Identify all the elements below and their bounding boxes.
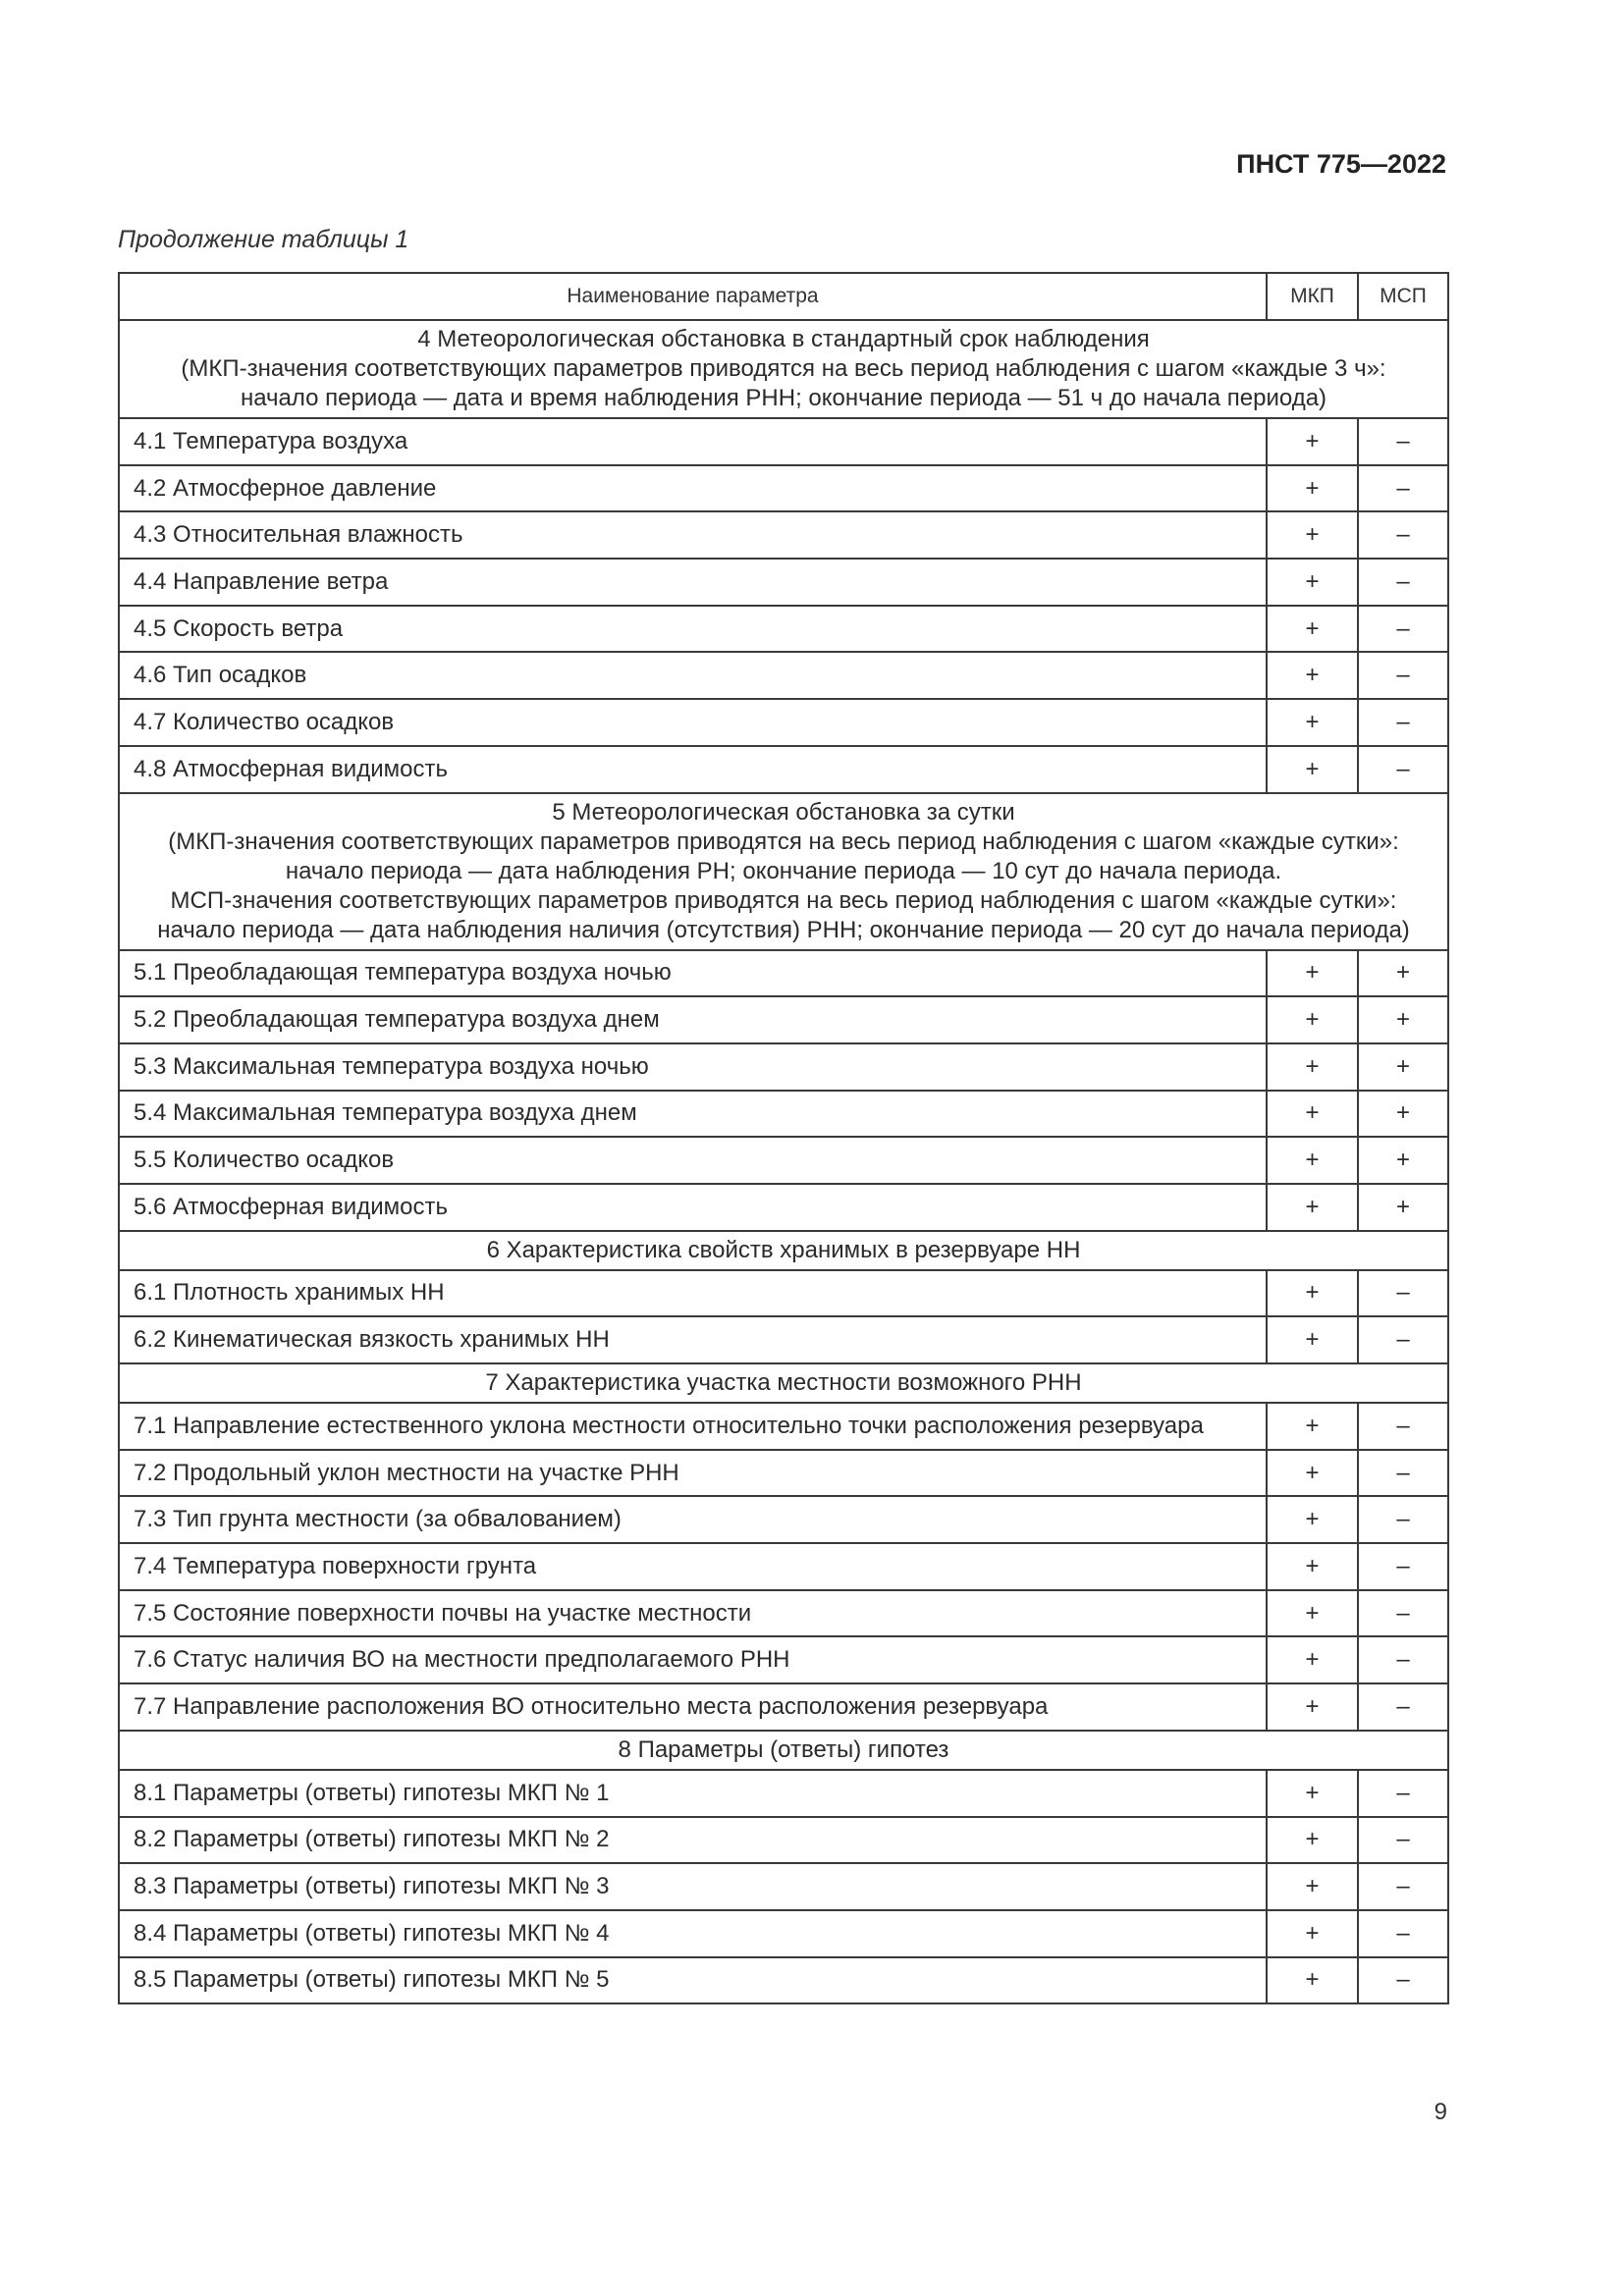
msp-mark: – — [1358, 559, 1448, 606]
msp-mark: – — [1358, 1543, 1448, 1590]
parameter-name: 7.2 Продольный уклон местности на участке РНН — [119, 1450, 1267, 1497]
msp-mark: + — [1358, 1091, 1448, 1138]
parameter-row — [119, 1450, 1448, 1497]
parameter-row — [119, 1316, 1448, 1363]
section-row — [119, 793, 1448, 950]
section-cell — [119, 793, 1448, 950]
msp-mark: – — [1358, 1683, 1448, 1731]
parameter-row — [119, 1496, 1448, 1543]
table-body — [119, 320, 1448, 2003]
parameter-name: 5.3 Максимальная температура воздуха ночью — [119, 1043, 1267, 1091]
msp-mark: – — [1358, 1957, 1448, 2004]
msp-mark: + — [1358, 1184, 1448, 1231]
msp-mark: – — [1358, 1817, 1448, 1864]
parameter-row — [119, 606, 1448, 653]
msp-mark: – — [1358, 1316, 1448, 1363]
parameter-row — [119, 1590, 1448, 1637]
parameter-name: 7.6 Статус наличия ВО на местности предполагаемого РНН — [119, 1636, 1267, 1683]
section-title: 4 Метеорологическая обстановка в стандартный срок наблюдения — [417, 326, 1150, 352]
page-number: 9 — [1434, 2099, 1447, 2125]
mkp-mark: + — [1267, 1043, 1358, 1091]
mkp-mark: + — [1267, 559, 1358, 606]
parameter-row — [119, 1817, 1448, 1864]
msp-mark: – — [1358, 1496, 1448, 1543]
msp-mark: + — [1358, 996, 1448, 1043]
parameter-row — [119, 1403, 1448, 1450]
msp-mark: – — [1358, 699, 1448, 746]
parameter-name: 4.4 Направление ветра — [119, 559, 1267, 606]
column-header-parameter-name: Наименование параметра — [119, 273, 1267, 320]
parameter-row — [119, 1683, 1448, 1731]
parameter-row — [119, 699, 1448, 746]
mkp-mark: + — [1267, 1817, 1358, 1864]
msp-mark: – — [1358, 1590, 1448, 1637]
section-row — [119, 1231, 1448, 1270]
section-note-line: МСП-значения соответствующих параметров приводятся на весь период наблюдения с шагом «каждые сутки»: — [170, 886, 1397, 914]
mkp-mark: + — [1267, 1403, 1358, 1450]
parameter-name: 7.3 Тип грунта местности (за обвалованием) — [119, 1496, 1267, 1543]
parameter-name: 6.2 Кинематическая вязкость хранимых НН — [119, 1316, 1267, 1363]
parameter-row — [119, 1043, 1448, 1091]
msp-mark: – — [1358, 606, 1448, 653]
parameter-name: 6.1 Плотность хранимых НН — [119, 1270, 1267, 1317]
parameter-name: 7.5 Состояние поверхности почвы на участке местности — [119, 1590, 1267, 1637]
mkp-mark: + — [1267, 1496, 1358, 1543]
parameter-name: 7.1 Направление естественного уклона местности относительно точки расположения резервуара — [119, 1403, 1267, 1450]
section-note-line: начало периода — дата наблюдения наличия (отсутствия) РНН; окончание периода — 20 сут до начала периода) — [157, 916, 1410, 943]
mkp-mark: + — [1267, 1316, 1358, 1363]
mkp-mark: + — [1267, 606, 1358, 653]
parameter-name: 4.7 Количество осадков — [119, 699, 1267, 746]
mkp-mark: + — [1267, 1543, 1358, 1590]
parameter-name: 7.4 Температура поверхности грунта — [119, 1543, 1267, 1590]
msp-mark: – — [1358, 1863, 1448, 1910]
mkp-mark: + — [1267, 418, 1358, 465]
section-title: 6 Характеристика свойств хранимых в резервуаре НН — [486, 1236, 1081, 1263]
document-code: ПНСТ 775—2022 — [1236, 149, 1446, 179]
msp-mark: – — [1358, 652, 1448, 699]
mkp-mark: + — [1267, 699, 1358, 746]
section-row — [119, 320, 1448, 418]
parameter-name: 7.7 Направление расположения ВО относительно места расположения резервуара — [119, 1683, 1267, 1731]
parameter-row — [119, 465, 1448, 512]
mkp-mark: + — [1267, 1450, 1358, 1497]
section-note-line: начало периода — дата наблюдения РН; окончание периода — 10 сут до начала периода. — [285, 857, 1282, 884]
parameter-row — [119, 1770, 1448, 1817]
parameter-name: 5.1 Преобладающая температура воздуха ночью — [119, 950, 1267, 997]
mkp-mark: + — [1267, 1184, 1358, 1231]
parameter-row — [119, 1270, 1448, 1317]
parameter-name: 5.4 Максимальная температура воздуха днем — [119, 1091, 1267, 1138]
mkp-mark: + — [1267, 1590, 1358, 1637]
mkp-mark: + — [1267, 996, 1358, 1043]
section-cell — [119, 1731, 1448, 1770]
parameter-name: 4.6 Тип осадков — [119, 652, 1267, 699]
section-title: 7 Характеристика участка местности возможного РНН — [485, 1369, 1082, 1396]
parameter-name: 4.3 Относительная влажность — [119, 511, 1267, 559]
msp-mark: – — [1358, 1770, 1448, 1817]
parameter-row — [119, 1863, 1448, 1910]
mkp-mark: + — [1267, 746, 1358, 793]
mkp-mark: + — [1267, 1137, 1358, 1184]
parameter-name: 4.5 Скорость ветра — [119, 606, 1267, 653]
mkp-mark: + — [1267, 1863, 1358, 1910]
msp-mark: + — [1358, 950, 1448, 997]
parameter-name: 4.1 Температура воздуха — [119, 418, 1267, 465]
mkp-mark: + — [1267, 1770, 1358, 1817]
mkp-mark: + — [1267, 1957, 1358, 2004]
parameter-name: 5.2 Преобладающая температура воздуха днем — [119, 996, 1267, 1043]
parameters-table — [118, 272, 1449, 2004]
mkp-mark: + — [1267, 511, 1358, 559]
parameter-row — [119, 1910, 1448, 1957]
msp-mark: + — [1358, 1043, 1448, 1091]
section-note-line: (МКП-значения соответствующих параметров приводятся на весь период наблюдения с шагом «каждые сутки»: — [168, 828, 1399, 855]
parameter-name: 5.5 Количество осадков — [119, 1137, 1267, 1184]
parameter-name: 8.5 Параметры (ответы) гипотезы МКП № 5 — [119, 1957, 1267, 2004]
section-cell — [119, 320, 1448, 418]
parameter-row — [119, 418, 1448, 465]
table-header-row — [119, 273, 1448, 320]
mkp-mark: + — [1267, 950, 1358, 997]
msp-mark: – — [1358, 511, 1448, 559]
mkp-mark: + — [1267, 1636, 1358, 1683]
parameter-row — [119, 559, 1448, 606]
parameter-row — [119, 996, 1448, 1043]
msp-mark: – — [1358, 746, 1448, 793]
section-row — [119, 1731, 1448, 1770]
msp-mark: – — [1358, 1403, 1448, 1450]
parameter-name: 8.1 Параметры (ответы) гипотезы МКП № 1 — [119, 1770, 1267, 1817]
section-note-line: (МКП-значения соответствующих параметров приводятся на весь период наблюдения с шагом «каждые 3 ч»: — [181, 355, 1386, 382]
mkp-mark: + — [1267, 652, 1358, 699]
msp-mark: + — [1358, 1137, 1448, 1184]
column-header-mkp: МКП — [1267, 273, 1358, 320]
parameter-row — [119, 1091, 1448, 1138]
parameter-name: 8.2 Параметры (ответы) гипотезы МКП № 2 — [119, 1817, 1267, 1864]
parameter-row — [119, 1137, 1448, 1184]
section-note-line: начало периода — дата и время наблюдения РНН; окончание периода — 51 ч до начала периода) — [240, 385, 1327, 411]
mkp-mark: + — [1267, 1091, 1358, 1138]
msp-mark: – — [1358, 465, 1448, 512]
mkp-mark: + — [1267, 465, 1358, 512]
mkp-mark: + — [1267, 1910, 1358, 1957]
msp-mark: – — [1358, 1450, 1448, 1497]
msp-mark: – — [1358, 418, 1448, 465]
section-cell — [119, 1363, 1448, 1403]
parameter-name: 8.4 Параметры (ответы) гипотезы МКП № 4 — [119, 1910, 1267, 1957]
parameter-row — [119, 511, 1448, 559]
section-cell — [119, 1231, 1448, 1270]
parameter-name: 8.3 Параметры (ответы) гипотезы МКП № 3 — [119, 1863, 1267, 1910]
parameter-row — [119, 950, 1448, 997]
msp-mark: – — [1358, 1270, 1448, 1317]
section-title: 5 Метеорологическая обстановка за сутки — [552, 798, 1015, 826]
parameter-name: 5.6 Атмосферная видимость — [119, 1184, 1267, 1231]
parameter-name: 4.2 Атмосферное давление — [119, 465, 1267, 512]
parameter-row — [119, 1957, 1448, 2004]
parameter-row — [119, 1184, 1448, 1231]
table-continuation-caption: Продолжение таблицы 1 — [118, 226, 409, 253]
parameter-row — [119, 1636, 1448, 1683]
msp-mark: – — [1358, 1636, 1448, 1683]
mkp-mark: + — [1267, 1270, 1358, 1317]
parameter-row — [119, 746, 1448, 793]
parameter-row — [119, 652, 1448, 699]
section-title: 8 Параметры (ответы) гипотез — [618, 1735, 949, 1763]
mkp-mark: + — [1267, 1683, 1358, 1731]
parameter-name: 4.8 Атмосферная видимость — [119, 746, 1267, 793]
section-row — [119, 1363, 1448, 1403]
msp-mark: – — [1358, 1910, 1448, 1957]
parameter-row — [119, 1543, 1448, 1590]
column-header-msp: МСП — [1358, 273, 1448, 320]
